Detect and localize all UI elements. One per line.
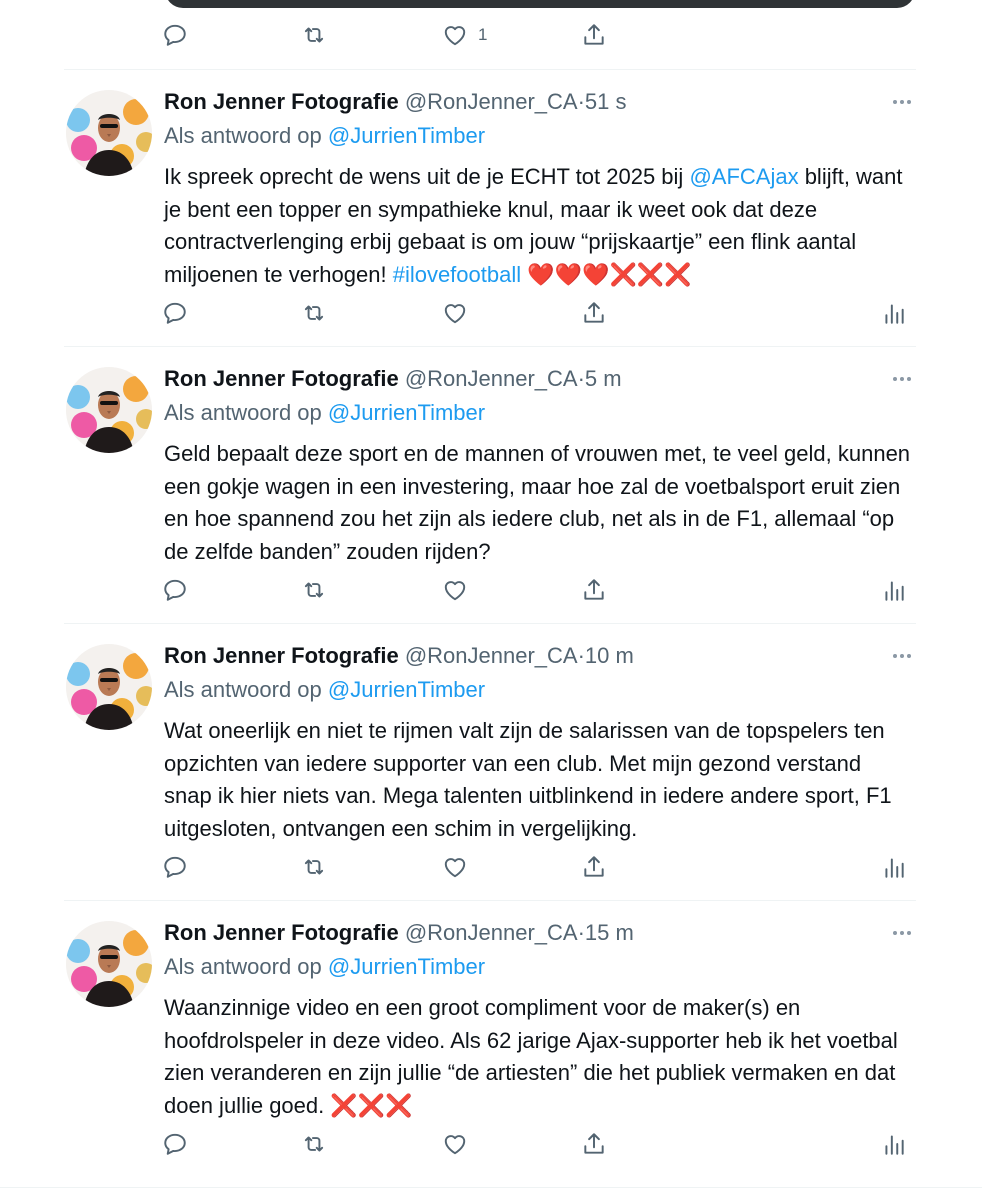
retweet-icon xyxy=(301,577,327,603)
reply-button[interactable] xyxy=(162,568,188,612)
tweet-action-bar xyxy=(150,568,920,612)
like-icon xyxy=(442,854,468,880)
reply-icon xyxy=(162,22,188,48)
like-button[interactable] xyxy=(442,568,468,612)
share-button[interactable] xyxy=(581,1122,607,1166)
retweet-button[interactable] xyxy=(301,291,327,335)
reply-prefix: Als antwoord op xyxy=(164,123,322,148)
author-name[interactable]: Ron Jenner Fotografie xyxy=(164,920,399,945)
separator-dot: · xyxy=(577,920,585,945)
author-name[interactable]: Ron Jenner Fotografie xyxy=(164,89,399,114)
tweet-header xyxy=(164,365,622,393)
separator-dot: · xyxy=(577,89,585,114)
more-options-icon[interactable] xyxy=(890,642,914,670)
profile-photo xyxy=(66,367,152,453)
more-options-icon[interactable] xyxy=(890,919,914,947)
tweet-header xyxy=(164,919,634,947)
share-button[interactable] xyxy=(581,568,607,612)
profile-photo xyxy=(66,644,152,730)
timestamp[interactable]: 5 m xyxy=(584,366,622,391)
reply-context xyxy=(164,953,485,981)
reply-mention[interactable]: @JurrienTimber xyxy=(327,400,486,425)
reply-button[interactable] xyxy=(162,13,188,57)
tweet-text xyxy=(164,992,914,1123)
analytics-button[interactable] xyxy=(881,845,907,889)
reply-context xyxy=(164,676,485,704)
avatar[interactable] xyxy=(66,921,152,1007)
share-icon xyxy=(581,1131,607,1157)
retweet-button[interactable] xyxy=(301,1122,327,1166)
reply-prefix: Als antwoord op xyxy=(164,954,322,979)
analytics-button[interactable] xyxy=(881,291,907,335)
media-preview[interactable] xyxy=(165,0,915,8)
analytics-icon xyxy=(881,854,907,880)
separator-dot: · xyxy=(577,366,585,391)
author-handle[interactable]: @RonJenner_CA xyxy=(404,366,578,391)
share-icon xyxy=(581,22,607,48)
retweet-button[interactable] xyxy=(301,568,327,612)
like-count: 1 xyxy=(478,25,488,44)
reply-context xyxy=(164,122,485,150)
analytics-icon xyxy=(881,577,907,603)
share-icon xyxy=(581,300,607,326)
tweet-text-part: Waanzinnige video en een groot compliment voor de maker(s) en hoofdrolspeler in deze video. Als 62 jarige Ajax-supporter heb ik het voetbal zien veranderen en zijn jullie “de artiesten” die het publiek vermaken en dat doen jullie goed. xyxy=(164,995,898,1118)
reply-mention[interactable]: @JurrienTimber xyxy=(327,677,486,702)
tweet[interactable] xyxy=(64,346,916,623)
author-name[interactable]: Ron Jenner Fotografie xyxy=(164,366,399,391)
profile-photo xyxy=(66,921,152,1007)
tweet-text: Wat oneerlijk en niet te rijmen valt zijn de salarissen van de topspelers ten opzichten van iedere supporter van een club. Met mijn gezond verstand snap ik hier niets van. Mega talenten uitblinkend in iedere andere sport, F1 uitgesloten, ontvangen een schim in vergelijking. xyxy=(164,718,892,841)
hashtag-link[interactable]: #ilovefootball xyxy=(392,261,522,287)
avatar[interactable] xyxy=(66,90,152,176)
mention-link[interactable]: @AFCAjax xyxy=(689,164,799,189)
like-icon xyxy=(442,1131,468,1157)
tweet-action-bar xyxy=(150,291,920,335)
timestamp[interactable]: 15 m xyxy=(584,920,634,945)
avatar[interactable] xyxy=(66,644,152,730)
share-button[interactable] xyxy=(581,845,607,889)
analytics-icon xyxy=(881,1131,907,1157)
retweet-icon xyxy=(301,854,327,880)
reply-mention[interactable]: @JurrienTimber xyxy=(327,954,486,979)
reply-button[interactable] xyxy=(162,1122,188,1166)
share-icon xyxy=(581,577,607,603)
analytics-button[interactable] xyxy=(881,568,907,612)
retweet-icon xyxy=(301,22,327,48)
analytics-icon xyxy=(881,300,907,326)
tweet-header xyxy=(164,642,634,670)
analytics-button[interactable] xyxy=(881,1122,907,1166)
share-button[interactable] xyxy=(581,291,607,335)
reply-mention[interactable]: @JurrienTimber xyxy=(327,123,486,148)
more-options-icon[interactable] xyxy=(890,88,914,116)
retweet-icon xyxy=(301,1131,327,1157)
author-handle[interactable]: @RonJenner_CA xyxy=(404,920,578,945)
like-button[interactable] xyxy=(442,291,468,335)
reply-icon xyxy=(162,577,188,603)
like-icon xyxy=(442,22,468,48)
tweet[interactable] xyxy=(64,900,916,1177)
reply-prefix: Als antwoord op xyxy=(164,677,322,702)
reply-button[interactable] xyxy=(162,291,188,335)
reply-context xyxy=(164,399,485,427)
tweet-text-part: Ik spreek oprecht de wens uit de je ECHT tot 2025 bij xyxy=(164,164,690,189)
author-name[interactable]: Ron Jenner Fotografie xyxy=(164,643,399,668)
author-handle[interactable]: @RonJenner_CA xyxy=(404,89,578,114)
tweet-text: Geld bepaalt deze sport en de mannen of vrouwen met, te veel geld, kunnen een gokje wagen in een investering, maar hoe zal de voetbalsport eruit zien en hoe spannend zou het zijn als iedere club, net als in de F1, allemaal “op de zelfde banden” zouden rijden? xyxy=(164,441,911,564)
cross-emoji: ❌❌❌ xyxy=(609,262,692,288)
reply-prefix: Als antwoord op xyxy=(164,400,322,425)
tweet-text xyxy=(164,161,914,292)
timestamp[interactable]: 51 s xyxy=(584,89,627,114)
retweet-button[interactable] xyxy=(301,13,327,57)
reply-icon xyxy=(162,300,188,326)
retweet-icon xyxy=(301,300,327,326)
like-icon xyxy=(442,577,468,603)
tweet-action-bar xyxy=(150,845,920,889)
like-button[interactable] xyxy=(442,13,487,57)
tweet[interactable] xyxy=(64,623,916,900)
timestamp[interactable]: 10 m xyxy=(584,643,634,668)
share-icon xyxy=(581,854,607,880)
heart-emoji: ❤️❤️❤️ xyxy=(527,262,610,288)
like-button[interactable] xyxy=(442,845,468,889)
share-button[interactable] xyxy=(581,13,607,57)
tweet-text-part: blijft, want je bent een topper en sympathieke knul, maar ik weet ook dat deze contractverlenging erbij gebaat is om jouw “prijskaartje” een flink aantal miljoenen te verhogen! xyxy=(164,164,903,287)
like-button[interactable] xyxy=(442,1122,468,1166)
avatar[interactable] xyxy=(66,367,152,453)
author-handle[interactable]: @RonJenner_CA xyxy=(404,643,578,668)
tweet[interactable] xyxy=(64,69,916,346)
reply-button[interactable] xyxy=(162,845,188,889)
reply-icon xyxy=(162,854,188,880)
more-options-icon[interactable] xyxy=(890,365,914,393)
tweet-header xyxy=(164,88,627,116)
like-icon xyxy=(442,300,468,326)
profile-photo xyxy=(66,90,152,176)
divider xyxy=(0,1187,982,1188)
cross-emoji: ❌❌❌ xyxy=(330,1093,413,1119)
reply-icon xyxy=(162,1131,188,1157)
separator-dot: · xyxy=(577,643,585,668)
tweet-action-bar xyxy=(150,13,920,57)
tweet-action-bar xyxy=(150,1122,920,1166)
retweet-button[interactable] xyxy=(301,845,327,889)
